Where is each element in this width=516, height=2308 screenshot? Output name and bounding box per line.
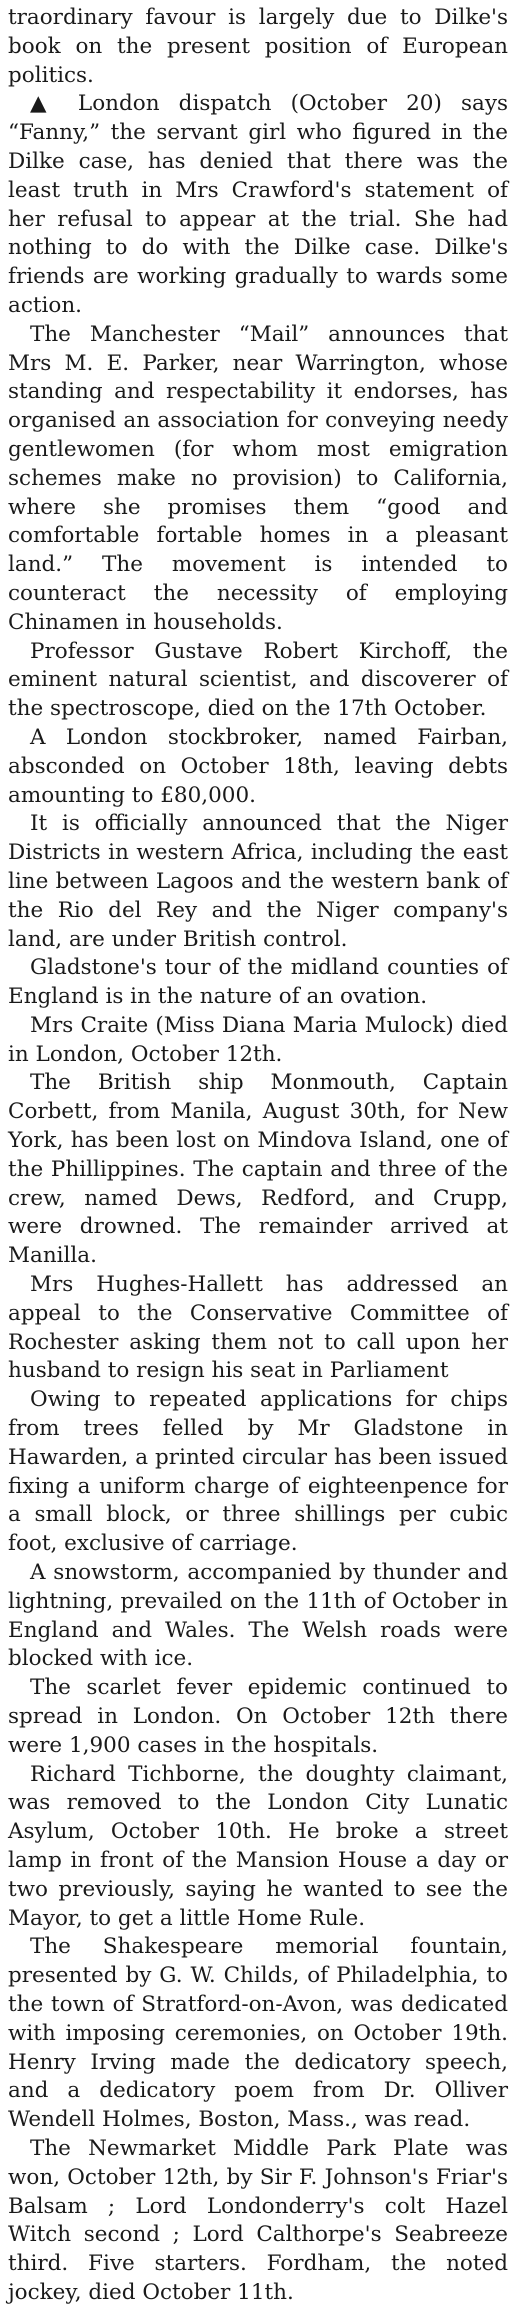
- paragraph-gladstone-chips: Owing to repeated applications for chips from trees felled by Mr Gladstone in Hawarden, a printed circular has been issued fixing a uniform charge of eighteenpence for a small block, or three shillings per cubic foot, exclusive of carriage.: [8, 1387, 508, 1557]
- paragraph-stockbroker: A London stockbroker, named Fairban, absconded on October 18th, leaving debts amounting to £80,000.: [8, 724, 508, 808]
- paragraph-manchester-mail: The Manchester “Mail” announces that Mrs M. E. Parker, near Warrington, whose standing and respectability it endorses, has organised an association for conveying needy gentlewomen (for whom most emigration schemes make no provision) to California, where she promises them “good and comfortable fortable homes in a pleasant land.” The movement is intended to counteract the necessity of employing Chinamen in households.: [8, 321, 508, 635]
- paragraph-kirchoff: Professor Gustave Robert Kirchoff, the eminent natural scientist, and discoverer of the spectroscope, died on the 17th October.: [8, 638, 508, 722]
- paragraph-scarlet-fever: The scarlet fever epidemic continued to spread in London. On October 12th there were 1,900 cases in the hospitals.: [8, 1675, 508, 1758]
- paragraph-tichborne: Richard Tichborne, the doughty claimant, was removed to the London City Lunatic Asylum, October 10th. He broke a street lamp in front of the Mansion House a day or two previously, saying he wanted to see the Mayor, to get a little Home Rule.: [8, 1761, 508, 1931]
- paragraph-shakespeare-fountain: The Shakespeare memorial fountain, presented by G. W. Childs, of Philadelphia, to the town of Stratford-on-Avon, was dedicated with imposing ceremonies, on October 19th. Henry Irving made the dedicatory speech, and a dedicatory poem from Dr. Olliver Wendell Holmes, Boston, Mass., was read.: [8, 1934, 508, 2133]
- paragraph-fanny-dispatch: ▲ London dispatch (October 20) says “Fanny,” the servant girl who figured in the Dilke case, has denied that there was the least truth in Mrs Crawford's statement of her refusal to appear at the trial. She had nothing to do with the Dilke case. Dilke's friends are working gradually to wards some action.: [8, 91, 508, 318]
- paragraph-dilke-book: traordinary favour is largely due to Dilke's book on the present position of European politics.: [8, 5, 508, 88]
- paragraph-mrs-craite: Mrs Craite (Miss Diana Maria Mulock) died in London, October 12th.: [8, 1012, 508, 1067]
- paragraph-snowstorm: A snowstorm, accompanied by thunder and lightning, prevailed on the 11th of October in England and Wales. The Welsh roads were blocked with ice.: [8, 1560, 508, 1672]
- paragraph-monmouth-ship: The British ship Monmouth, Captain Corbett, from Manila, August 30th, for New York, has been lost on Mindova Island, one of the Phillippines. The captain and three of the crew, named Dews, Redford, and Crupp, were drowned. The remainder arrived at Manilla.: [8, 1070, 508, 1269]
- paragraph-niger-districts: It is officially announced that the Niger Districts in western Africa, including the east line between Lagoos and the western bank of the Rio del Rey and the Niger company's land, are under British control.: [8, 811, 508, 952]
- paragraph-hughes-hallett: Mrs Hughes-Hallett has addressed an appeal to the Conservative Committee of Rochester asking them not to call upon her husband to resign his seat in Parliament: [8, 1272, 508, 1384]
- paragraph-gladstone-tour: Gladstone's tour of the midland counties of England is in the nature of an ovation.: [8, 955, 508, 1010]
- paragraph-newmarket: The Newmarket Middle Park Plate was won, October 12th, by Sir F. Johnson's Friar's Balsam ; Lord Londonderry's colt Hazel Witch second ; Lord Calthorpe's Seabreeze third. Five starters. Fordham, the noted jockey, died October 11th.: [8, 2135, 508, 2305]
- newspaper-column: [8, 4, 508, 2308]
